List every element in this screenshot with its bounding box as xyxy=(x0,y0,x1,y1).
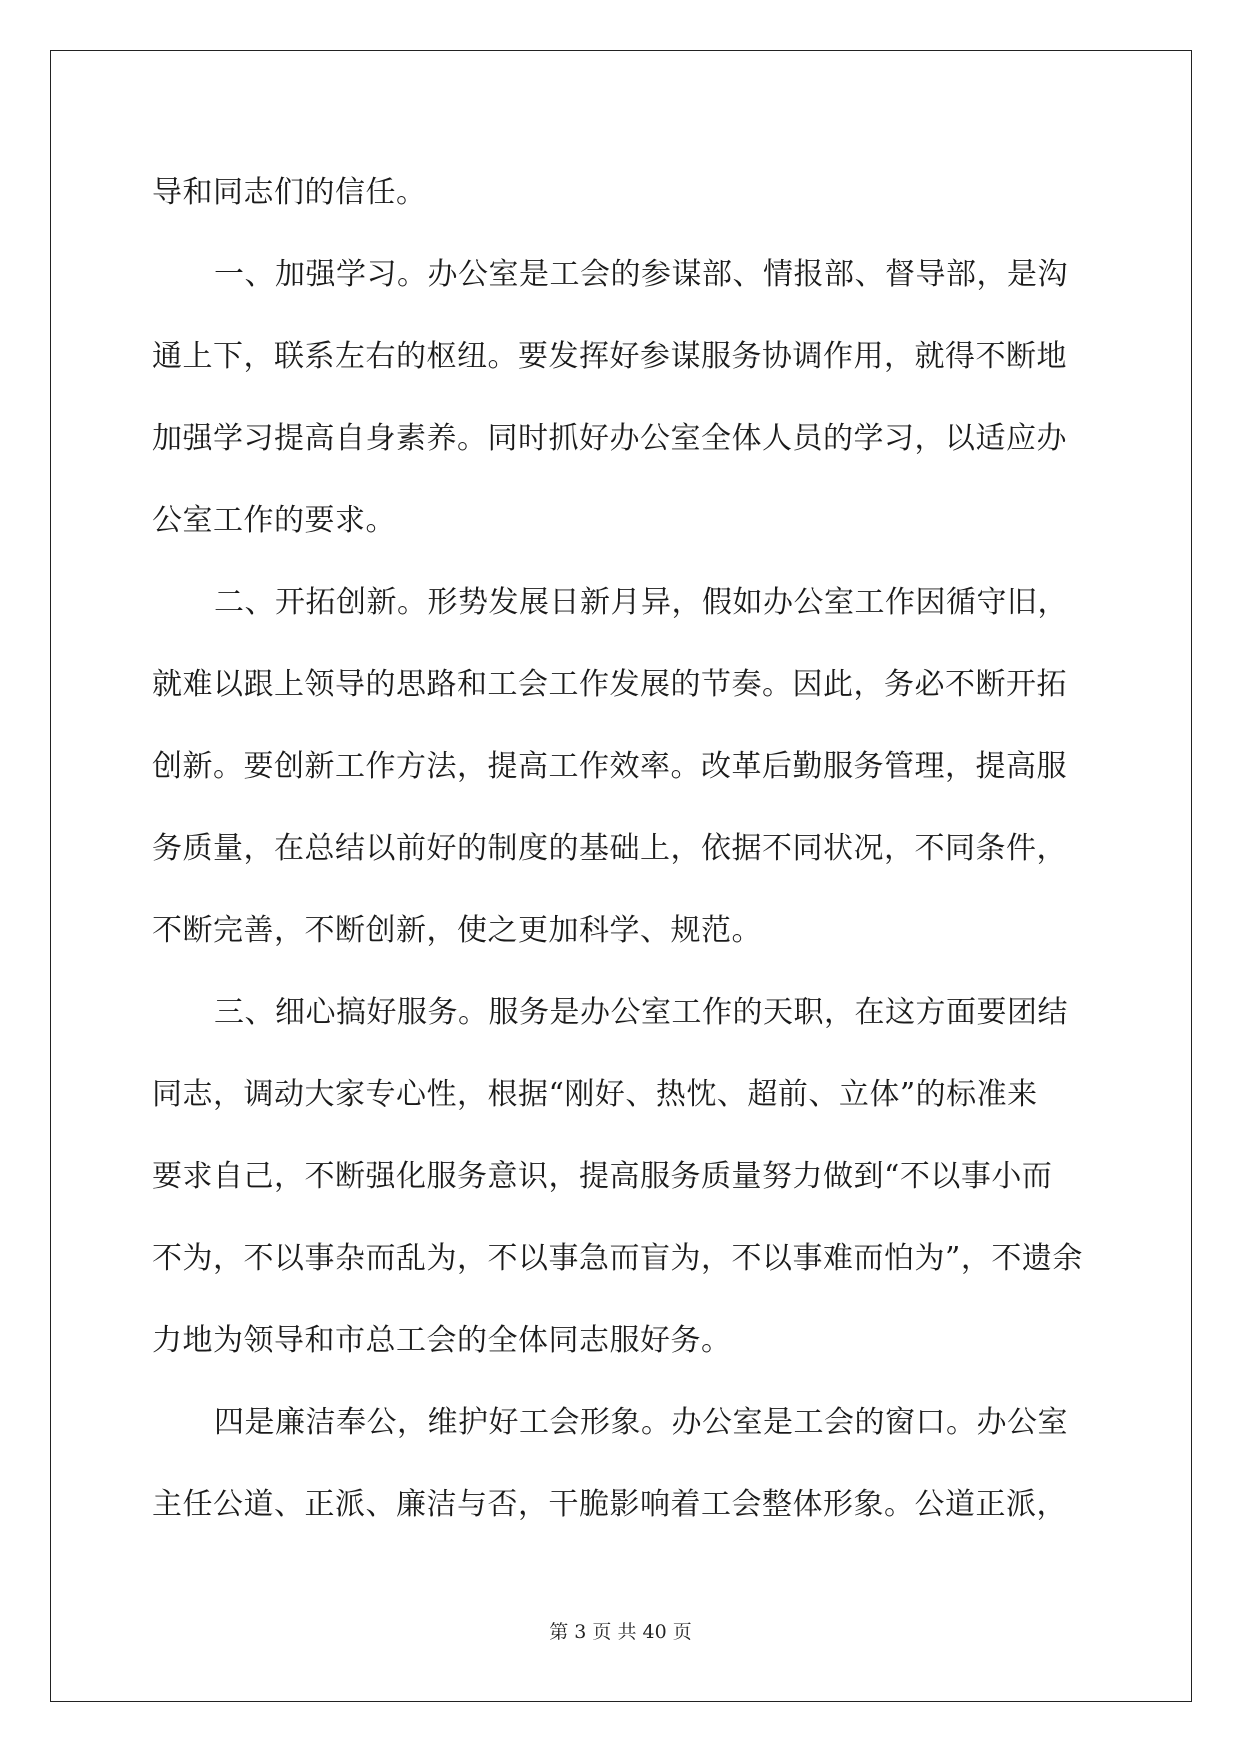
text-line: 主任公道、正派、廉洁与否，干脆影响着工会整体形象。公道正派， xyxy=(152,1487,1067,1522)
paragraph-start: 三、细心搞好服务。服务是办公室工作的天职，在这方面要团结 xyxy=(214,995,1068,1030)
page-footer: 第 3 页 共 40 页 xyxy=(549,1621,692,1643)
text-line: 不为，不以事杂而乱为，不以事急而盲为，不以事难而怕为”，不遗余 xyxy=(152,1241,1083,1276)
text-line: 务质量，在总结以前好的制度的基础上，依据不同状况，不同条件， xyxy=(152,831,1067,866)
text-line: 通上下，联系左右的枢纽。要发挥好参谋服务协调作用，就得不断地 xyxy=(152,339,1067,374)
text-line: 加强学习提高自身素养。同时抓好办公室全体人员的学习，以适应办 xyxy=(152,421,1067,456)
paragraph-start: 一、加强学习。办公室是工会的参谋部、情报部、督导部，是沟 xyxy=(214,257,1068,292)
text-line: 就难以跟上领导的思路和工会工作发展的节奏。因此，务必不断开拓 xyxy=(152,667,1067,702)
text-line: 力地为领导和市总工会的全体同志服好务。 xyxy=(152,1323,732,1358)
text-line: 同志，调动大家专心性，根据“刚好、热忱、超前、立体”的标准来 xyxy=(152,1077,1038,1112)
document-body xyxy=(152,152,1092,1546)
paragraph-start: 四是廉洁奉公，维护好工会形象。办公室是工会的窗口。办公室 xyxy=(214,1405,1068,1440)
text-line: 创新。要创新工作方法，提高工作效率。改革后勤服务管理，提高服 xyxy=(152,749,1067,784)
paragraph-start: 二、开拓创新。形势发展日新月异，假如办公室工作因循守旧， xyxy=(214,585,1068,620)
text-line: 要求自己，不断强化服务意识，提高服务质量努力做到“不以事小而 xyxy=(152,1159,1053,1194)
text-line: 导和同志们的信任。 xyxy=(152,175,427,210)
text-line: 公室工作的要求。 xyxy=(152,503,396,538)
text-line: 不断完善，不断创新，使之更加科学、规范。 xyxy=(152,913,762,948)
